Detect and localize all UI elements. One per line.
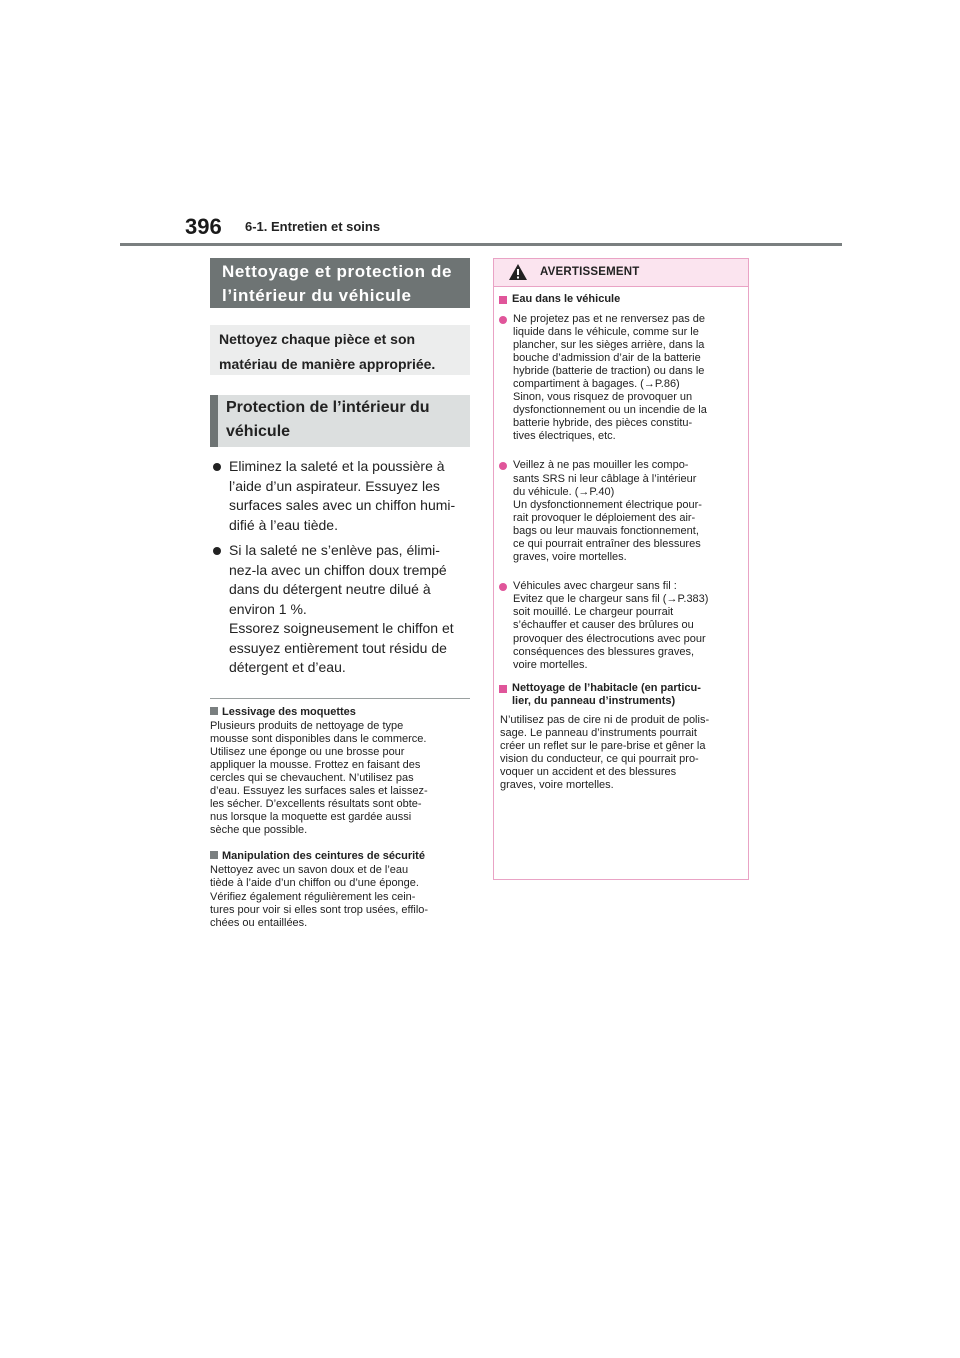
warning-section-heading [498, 293, 742, 307]
page-title [210, 258, 470, 308]
warning-line: créer un reflet sur le pare-brise et gêner la [500, 740, 706, 753]
warning-line: conséquences des blessures graves, [513, 645, 694, 658]
note-line: nus lorsque la moquette est gardée aussi [210, 811, 412, 824]
warning-line: sants SRS ni leur câblage à l’intérieur [513, 472, 697, 485]
note-line: sèche que possible. [210, 824, 308, 837]
note-line: tiède à l’aide d’un chiffon ou d’une éponge. [210, 877, 419, 890]
note-line: chées ou entaillées. [210, 916, 308, 929]
square-bullet-icon [210, 851, 218, 859]
list-item [498, 459, 742, 564]
warning-heading-text: Nettoyage de l’habitacle (en particu- [512, 681, 701, 694]
warning-line: sage. Le panneau d’instruments pourrait [500, 726, 697, 739]
warning-box [493, 258, 749, 880]
section-header: 6-1. Entretien et soins [245, 219, 381, 234]
warning-body [498, 714, 742, 793]
left-column [210, 258, 470, 930]
summary-line: matériau de manière appropriée. [219, 356, 436, 372]
note-line: Utilisez une éponge ou une brosse pour [210, 745, 405, 758]
summary-line: Nettoyez chaque pièce et son [219, 331, 416, 347]
warning-line: hybride (batterie de traction) ou dans le [513, 364, 705, 377]
note-line: les sécher. D’excellents résultats sont obte- [210, 798, 422, 811]
warning-section-heading [498, 682, 742, 709]
warning-line: liquide dans le véhicule, comme sur le [513, 325, 699, 338]
square-bullet-icon [210, 707, 218, 715]
bullet-list [210, 457, 470, 678]
bullet-line: nez-la avec un chiffon doux trempé [229, 561, 447, 578]
notes-divider [210, 698, 470, 699]
warning-content [494, 287, 748, 792]
warning-line: graves, voire mortelles. [513, 551, 627, 564]
warning-line: N’utilisez pas de cire ni de produit de polis- [500, 713, 710, 726]
note-line: d’eau. Essuyez les surfaces sales et laissez- [210, 784, 428, 797]
note-title-text: Manipulation des ceintures de sécurité [222, 850, 425, 863]
warning-line: Véhicules avec chargeur sans fil : [513, 580, 677, 593]
bullet-line: environ 1 %. [229, 600, 307, 617]
note-line: tures pour voir si elles sont trop usées, effilo- [210, 903, 429, 916]
subsection-heading-line: véhicule [226, 423, 291, 440]
note-title [210, 849, 470, 863]
bullet-line: l’aide d’un aspirateur. Essuyez les [229, 477, 440, 494]
warning-line: Veillez à ne pas mouiller les compo- [513, 459, 689, 472]
note-line: Nettoyez avec un savon doux et de l’eau [210, 864, 409, 877]
note-line: Vérifiez également régulièrement les cein- [210, 890, 416, 903]
warning-line: provoquer des électrocutions avec pour [513, 632, 706, 645]
warning-line: Ne projetez pas et ne renversez pas de [513, 312, 706, 325]
warning-line: rait provoquer le déploiement des air- [513, 511, 696, 524]
warning-line: voire mortelles. [513, 658, 588, 671]
square-bullet-icon [499, 296, 507, 304]
bullet-dot-icon [213, 463, 221, 471]
note-body [210, 864, 470, 929]
subsection-heading-line: Protection de l’intérieur du [226, 399, 430, 416]
list-item [210, 541, 470, 678]
bullet-line: Si la saleté ne s’enlève pas, élimi- [229, 542, 440, 558]
bullet-line: essuyez entièrement tout résidu de [229, 639, 447, 656]
warning-line: batterie hybride, des pièces constitu- [513, 417, 693, 430]
warning-line: Sinon, vous risquez de provoquer un [513, 391, 693, 404]
warning-line: ce qui pourrait entraîner des blessures [513, 538, 701, 550]
bullet-line: détergent et d’eau. [229, 659, 346, 675]
warning-line: dysfonctionnement ou un incendie de la [513, 404, 707, 417]
note-line: Plusieurs produits de nettoyage de type [210, 719, 404, 732]
warning-line: voquer un accident et des blessures [500, 766, 677, 779]
bullet-dot-icon [499, 583, 507, 591]
bullet-line: Eliminez la saleté et la poussière à [229, 458, 445, 474]
page-title-line: Nettoyage et protection de [222, 262, 453, 281]
warning-line: s’échauffer et causer des brûlures ou [513, 619, 694, 632]
subsection-heading [210, 395, 470, 447]
bullet-line: dans du détergent neutre dilué à [229, 581, 431, 597]
bullet-line: surfaces sales avec un chiffon humi- [229, 497, 456, 513]
note-body [210, 720, 470, 838]
page-number: 396 [185, 214, 222, 239]
bullet-line: difié à l’eau tiède. [229, 516, 338, 533]
warning-line: tives électriques, etc. [513, 430, 616, 443]
warning-triangle-icon [508, 263, 528, 281]
square-bullet-icon [499, 685, 507, 693]
warning-line: graves, voire mortelles. [500, 779, 614, 792]
bullet-dot-icon [213, 547, 221, 555]
list-item [498, 313, 742, 444]
warning-heading-text: lier, du panneau d’instruments) [512, 695, 676, 708]
bullet-dot-icon [499, 316, 507, 324]
note-title [210, 705, 470, 719]
note-line: mousse sont disponibles dans le commerce. [210, 732, 427, 745]
warning-line: compartiment à bagages. (→P.86) [513, 377, 680, 390]
bullet-dot-icon [499, 462, 507, 470]
header-divider [120, 243, 842, 246]
summary-box [210, 325, 470, 375]
warning-line: plancher, sur les sièges arrière, dans la [513, 338, 705, 351]
page-title-line: l’intérieur du véhicule [222, 286, 412, 305]
warning-line: Evitez que le chargeur sans fil (→P.383) [513, 593, 709, 606]
warning-line: soit mouillé. Le chargeur pourrait [513, 606, 674, 619]
warning-line: bags ou leur mauvais fonctionnement, [513, 524, 699, 537]
warning-line: bouche d’admission d’air de la batterie [513, 351, 701, 364]
note-line: appliquer la mousse. Frottez en faisant des [210, 758, 421, 771]
warning-line: vision du conducteur, ce qui pourrait pro- [500, 753, 699, 766]
warning-header [494, 259, 748, 287]
warning-line: Un dysfonctionnement électrique pour- [513, 498, 702, 511]
warning-heading-text: Eau dans le véhicule [512, 293, 621, 305]
warning-title: AVERTISSEMENT [540, 266, 640, 278]
note-title-text: Lessivage des moquettes [222, 705, 356, 718]
note-line: cercles qui se chevauchent. N’utilisez pas [210, 771, 414, 784]
warning-line: du véhicule. (→P.40) [513, 485, 615, 498]
list-item [498, 580, 742, 672]
list-item [210, 457, 470, 535]
bullet-line: Essorez soigneusement le chiffon et [229, 620, 454, 636]
